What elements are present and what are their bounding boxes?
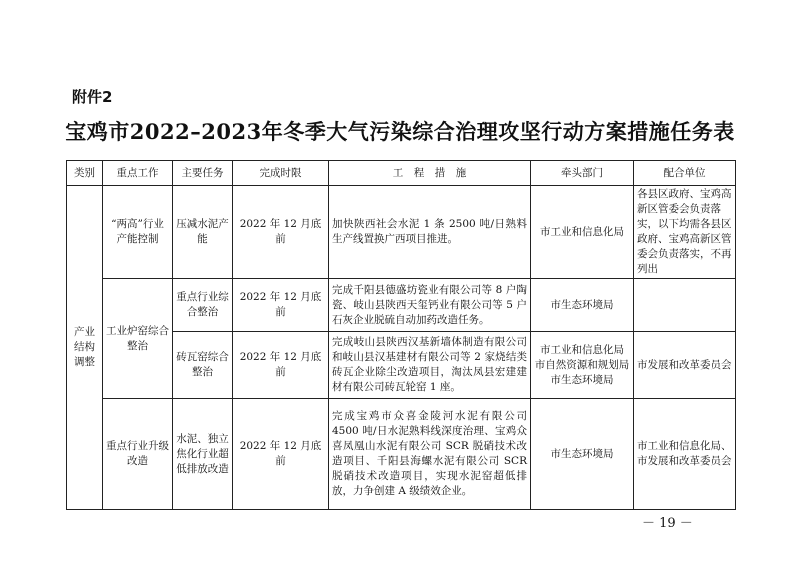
measure-cell: 完成岐山县陕西汉基新墙体制造有限公司和岐山县汉基建材有限公司等 2 家烧结类砖瓦企业除尘改造项目，淘汰凤县宏建建材有限公司砖瓦轮窑 1 座。	[329, 332, 531, 399]
deadline-cell: 2022 年 12 月底前	[233, 399, 329, 510]
deadline-cell: 2022 年 12 月底前	[233, 279, 329, 332]
measure-cell: 完成宝鸡市众喜金陵河水泥有限公司 4500 吨/日水泥熟料线深度治理、宝鸡众喜凤凰山水泥有限公司 SCR 脱硝技术改造项目、千阳县海螺水泥有限公司 SCR 脱硝技术改造项目，实现水泥窑超低排放，力争创建 A 级绩效企业。	[329, 399, 531, 510]
main-task-cell: 水泥、独立焦化行业超低排放改造	[173, 399, 233, 510]
table-header-row	[67, 161, 736, 186]
coop-units-cell: 市发展和改革委员会	[634, 332, 736, 399]
header-measures: 工 程 措 施	[329, 161, 531, 186]
main-task-cell: 压减水泥产能	[173, 186, 233, 279]
main-task-cell: 砖瓦窑综合整治	[173, 332, 233, 399]
key-work-cell: 工业炉窑综合整治	[103, 279, 173, 399]
task-table	[66, 160, 736, 510]
main-task-cell: 重点行业综合整治	[173, 279, 233, 332]
header-category: 类别	[67, 161, 103, 186]
deadline-cell: 2022 年 12 月底前	[233, 332, 329, 399]
page-number: － 19 －	[642, 516, 693, 531]
coop-units-cell: 各县区政府、宝鸡高新区管委会负责落实，以下均需各县区政府、宝鸡高新区管委会负责落实，不再列出	[634, 186, 736, 279]
lead-dept-cell: 市工业和信息化局 市自然资源和规划局 市生态环境局	[531, 332, 634, 399]
attachment-label: 附件2	[72, 88, 113, 106]
page-title: 宝鸡市2022–2023年冬季大气污染综合治理攻坚行动方案措施任务表	[65, 119, 735, 144]
header-coop-units: 配合单位	[634, 161, 736, 186]
table-row	[67, 399, 736, 510]
header-key-work: 重点工作	[103, 161, 173, 186]
table-row	[67, 186, 736, 279]
measure-cell: 加快陕西社会水泥 1 条 2500 吨/日熟料生产线置换广西项目推进。	[329, 186, 531, 279]
key-work-cell: 重点行业升级改造	[103, 399, 173, 510]
header-main-task: 主要任务	[173, 161, 233, 186]
lead-dept-cell: 市生态环境局	[531, 399, 634, 510]
deadline-cell: 2022 年 12 月底前	[233, 186, 329, 279]
header-lead-dept: 牵头部门	[531, 161, 634, 186]
table-row	[67, 279, 736, 332]
coop-units-cell: 市工业和信息化局、市发展和改革委员会	[634, 399, 736, 510]
category-cell: 产业结构调整	[67, 186, 103, 510]
header-deadline: 完成时限	[233, 161, 329, 186]
lead-dept-cell: 市工业和信息化局	[531, 186, 634, 279]
measure-cell: 完成千阳县德盛坊瓷业有限公司等 8 户陶瓷、岐山县陕西天玺钙业有限公司等 5 户石灰企业脱硫自动加药改造任务。	[329, 279, 531, 332]
coop-units-cell	[634, 279, 736, 332]
key-work-cell: “两高”行业产能控制	[103, 186, 173, 279]
lead-dept-cell: 市生态环境局	[531, 279, 634, 332]
